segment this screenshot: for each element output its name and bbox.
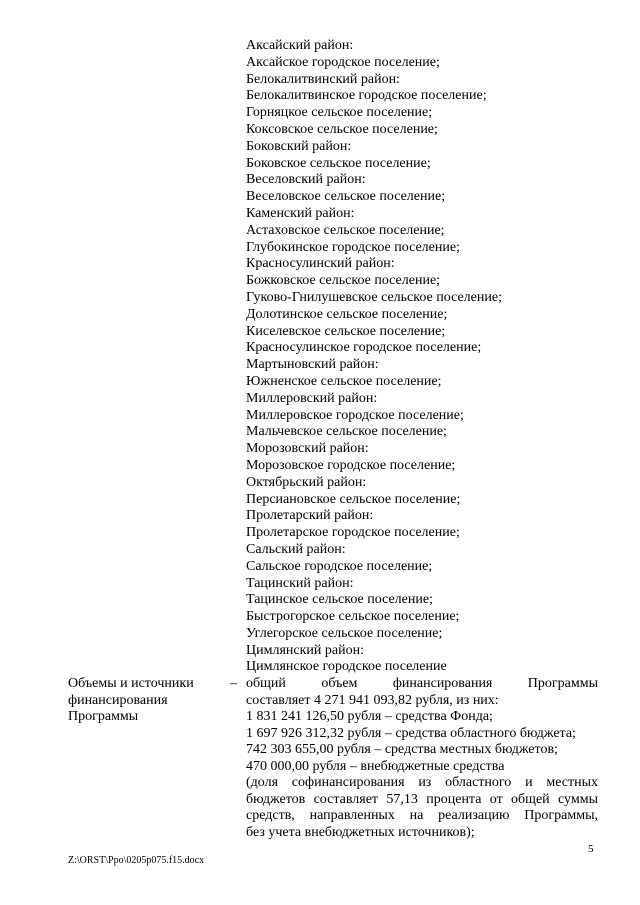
district-list-item: Цимлянский район:	[246, 642, 364, 658]
district-list-item: Морозовский район:	[246, 441, 369, 457]
funding-text-line: 1 697 926 312,32 рубля – средства областного бюджета;	[246, 725, 576, 741]
district-list-item: Октябрьский район:	[246, 474, 367, 490]
funding-label	[68, 676, 238, 726]
funding-text	[246, 676, 598, 841]
district-list-item: Боковский район:	[246, 138, 352, 154]
district-list-item: Божковское сельское поселение;	[246, 273, 441, 289]
district-list-item: Южненское сельское поселение;	[246, 373, 442, 389]
district-list-item: Персиановское сельское поселение;	[246, 491, 461, 507]
funding-text-line: составляет 4 271 941 093,82 рубля, из них:	[246, 692, 499, 708]
funding-text-line: 470 000,00 рубля – внебюджетные средства	[246, 758, 505, 774]
funding-label-line: Объемы и источники	[68, 676, 194, 691]
district-list-item: Быстрогорское сельское поселение;	[246, 609, 460, 625]
district-list-item: Белокалитвинский район:	[246, 71, 400, 87]
district-list-item: Сальское городское поселение;	[246, 558, 433, 574]
funding-label-line: Программы	[68, 709, 139, 724]
funding-text-line: общий объем финансирования Программы	[246, 676, 598, 691]
district-list	[246, 38, 606, 676]
district-list-item: Цимлянское городское поселение	[246, 659, 447, 675]
funding-text-line: без учета внебюджетных источников);	[246, 824, 475, 840]
funding-text-line: (доля софинансирования из областного и местных	[246, 775, 598, 790]
funding-label-line: финансирования	[68, 692, 168, 708]
district-list-item: Веселовское сельское поселение;	[246, 189, 446, 205]
district-list-item: Мальчевское сельское поселение;	[246, 424, 447, 440]
district-list-item: Миллеровское городское поселение;	[246, 407, 464, 423]
funding-text-line: средств, направленных на реализацию Программы,	[246, 808, 598, 823]
district-list-item: Пролетарский район:	[246, 508, 374, 524]
district-list-item: Глубокинское городское поселение;	[246, 239, 460, 255]
district-list-item: Пролетарское городское поселение;	[246, 525, 460, 541]
district-list-item: Красносулинское городское поселение;	[246, 340, 482, 356]
district-list-item: Гуково-Гнилушевское сельское поселение;	[246, 289, 502, 305]
label-dash: –	[230, 676, 237, 691]
district-list-item: Боковское сельское поселение;	[246, 155, 431, 171]
district-list-item: Тацинский район:	[246, 575, 354, 591]
district-list-item: Коксовское сельское поселение;	[246, 121, 438, 137]
district-list-item: Киселевское сельское поселение;	[246, 323, 446, 339]
district-list-item: Веселовский район:	[246, 172, 366, 188]
district-list-item: Сальский район:	[246, 541, 346, 557]
funding-text-line: 742 303 655,00 рубля – средства местных бюджетов;	[246, 742, 558, 757]
page-number: 5	[588, 843, 594, 855]
district-list-item: Красносулинский район:	[246, 256, 395, 272]
district-list-item: Углегорское сельское поселение;	[246, 625, 443, 641]
district-list-item: Белокалитвинское городское поселение;	[246, 88, 487, 104]
district-list-item: Каменский район:	[246, 205, 355, 221]
funding-text-line: бюджетов составляет 57,13 процента от общей суммы	[246, 791, 598, 807]
district-list-item: Горняцкое сельское поселение;	[246, 105, 433, 121]
district-list-item: Тацинское сельское поселение;	[246, 592, 433, 608]
district-list-item: Астаховское сельское поселение;	[246, 222, 445, 238]
district-list-item: Аксайский район:	[246, 38, 354, 53]
district-list-item: Мартыновский район:	[246, 357, 379, 373]
district-list-item: Морозовское городское поселение;	[246, 457, 456, 473]
funding-text-line: 1 831 241 126,50 рубля – средства Фонда;	[246, 709, 493, 724]
district-list-item: Миллеровский район:	[246, 390, 378, 406]
district-list-item: Долотинское сельское поселение;	[246, 306, 448, 322]
district-list-item: Аксайское городское поселение;	[246, 54, 440, 70]
footer-file-path: Z:\ORST\Ppo\0205p075.f15.docx	[68, 855, 205, 866]
